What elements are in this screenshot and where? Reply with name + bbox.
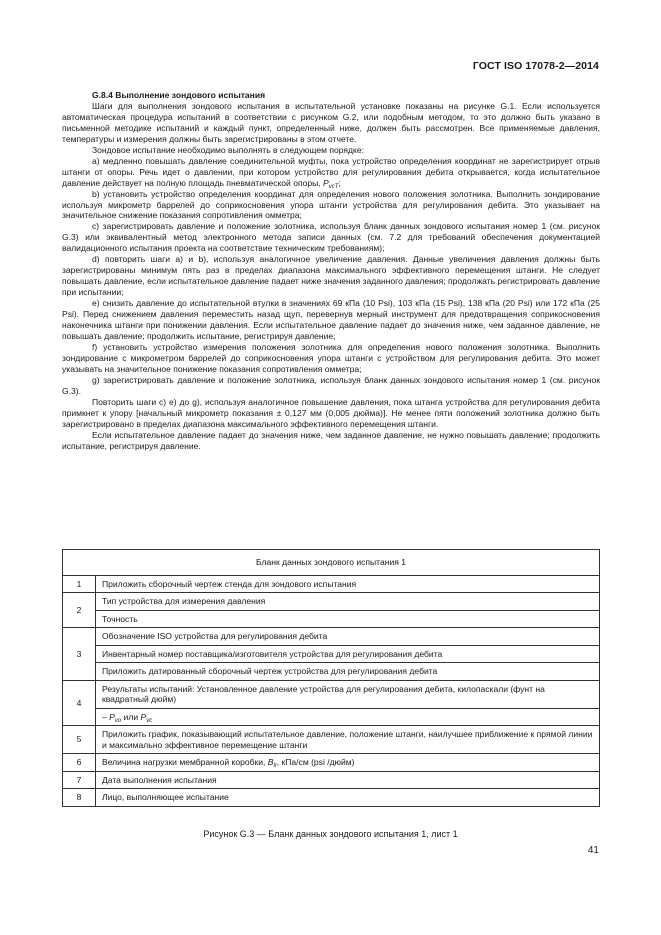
pressure-prefix: – [102, 711, 110, 722]
order-intro: Зондовое испытание необходимо выполнять в следующем порядке: [92, 144, 364, 155]
table-row [63, 754, 600, 772]
row-number: 8 [63, 789, 96, 807]
standard-header: ГОСТ ISO 17078-2—2014 [472, 60, 599, 72]
step-f: f) установить устройство измерения положения золотника для определения нового положения золотника. Выполнить зондирование с микрометром баррелей до соприкосновения упора штанги с устройством для регулирования дебита. Это может указывать на значительное понижение показания сопротивления омметра; [62, 341, 600, 374]
table-row [63, 708, 600, 726]
section-body [62, 90, 600, 451]
row-text: Результаты испытаний: Установленное давление устройства для регулирования дебита, килопаскали (фунт на квадратный дюйм) [96, 680, 600, 708]
step-a-text: а) медленно повышать давление соединительной муфты, пока устройство определения координат не зарегистрирует отрыв штанги от опоры. Речь идет о давлении, при котором устройство для регулирования дебита открывается, когда испытательное давление действует на полную площадь пневматической опоры, [62, 155, 600, 188]
form-title-row [63, 550, 600, 576]
row-text [96, 708, 600, 726]
row-number: 3 [63, 628, 96, 681]
table-row [63, 610, 600, 628]
row-number: 7 [63, 771, 96, 789]
row-text: Тип устройства для измерения давления [96, 593, 600, 611]
row-text: Точность [96, 610, 600, 628]
step-a-end: ; [338, 177, 341, 188]
step-a-symbol: P [322, 177, 329, 188]
row-number: 2 [63, 593, 96, 628]
row-text: Лицо, выполняющее испытание [96, 789, 600, 807]
step-a-subscript: vcT [328, 183, 339, 190]
row-text: Дата выполнения испытания [96, 771, 600, 789]
step-g: g) зарегистрировать давление и положение золотника, используя бланк данных зондового испытания номер 1 (см. рисунок G.3). [62, 374, 600, 396]
row-text: Приложить график, показывающий испытательное давление, положение штанги, наилучшее приближение к прямой линии и максимально эффективное перемещение штанги [96, 726, 600, 754]
table-row [63, 726, 600, 754]
table-row [63, 593, 600, 611]
row-number: 5 [63, 726, 96, 754]
table-row [63, 575, 600, 593]
figure-caption: Рисунок G.3 — Бланк данных зондового испытания 1, лист 1 [203, 829, 458, 839]
table-row [63, 680, 600, 708]
table-row [63, 628, 600, 646]
load-prefix: Величина нагрузки мембранной коробки, [102, 757, 268, 767]
load-suffix: , кПа/см (psi /дюйм) [276, 757, 355, 767]
row-number: 1 [63, 575, 96, 593]
row-text: Обозначение ISO устройства для регулирования дебита [96, 628, 600, 646]
section-title: G.8.4 Выполнение зондового испытания [92, 90, 266, 100]
table-row [63, 663, 600, 681]
table-row [63, 771, 600, 789]
row-text [96, 754, 600, 772]
pressure-symbol: P [109, 711, 115, 722]
pressure-subscript-vc: vc [146, 717, 153, 724]
step-e: е) снизить давление до испытательной втулки в значениях 69 кПа (10 Psi), 103 кПа (15 Psi), 138 кПа (20 Psi) или 172 кПа (25 Psi). Перед снижением давления переместить назад щуп, перевернув мерный инструмент для предотвращения соприкосновения наконечника штанги при понижении давления. Если испытательное давление падает до значения ниже, чем заданное давление, не повышать давление; продолжить испытание, регистрируя давление; [62, 298, 600, 341]
pressure-subscript-vo: vo [114, 717, 122, 724]
row-text: Приложить датированный сборочный чертеж устройства для регулирования дебита [96, 663, 600, 681]
final-paragraph: Если испытательное давление падает до значения ниже, чем заданное давление, не нужно повышать давление; продолжить испытание, регистрируя давление. [62, 429, 600, 451]
table-row [63, 789, 600, 807]
row-number: 4 [63, 680, 96, 726]
form-title: Бланк данных зондового испытания 1 [63, 550, 600, 576]
load-symbol: B [267, 757, 274, 767]
step-d: d) повторить шаги а) и b), используя аналогичное увеличение давления. Данные увеличения давления должны быть зарегистрированы минимум пять раз в пределах диапазона максимального эффективного перемещения штанги. Не следует повышать давление, если испытательное давление падает ниже значения заданного давления; продолжать регистрировать давление при испытании; [62, 254, 600, 298]
page-number: 41 [587, 845, 599, 856]
pressure-symbol: P [140, 711, 147, 722]
row-text: Инвентарный номер поставщика/изготовителя устройства для регулирования дебита [96, 645, 600, 663]
data-form-table [62, 549, 600, 807]
table-row [63, 645, 600, 663]
row-number: 6 [63, 754, 96, 772]
row-text: Приложить сборочный чертеж стенда для зондового испытания [96, 575, 600, 593]
intro-paragraph: Шаги для выполнения зондового испытания в испытательной установке показаны на рисунке G.1. Если используется автоматическая процедура испытаний в соответствии с рисунком G.2, или подобным методом, то это должно быть указано в письменной методике испытаний и каждый пункт, определенный ниже, должен быть рассмотрен. Все применяемые давления, температуры и измерения должны быть зарегистрированы в этом отчете. [62, 100, 600, 144]
step-c: с) зарегистрировать давление и положение золотника, используя бланк данных зондового испытания номер 1 (см. рисунок G.3) или эквивалентный метод электронного метода записи данных (см. 7.2 для требований обеспечения документацией валидационного испытания проекта на соответствие техническим требованиям); [62, 221, 600, 254]
pressure-or: или [121, 711, 141, 722]
step-b: b) установить устройство определения координат для определения нового положения золотника. Выполнить зондирование используя микрометр баррелей до соприкосновения упора штанги устройства для регулирования дебита. Это указывает на значительное снижение показания сопротивления омметра; [62, 188, 600, 221]
load-subscript: lr [273, 763, 277, 769]
step-a [62, 156, 600, 189]
repeat-paragraph: Повторить шаги с) е) до g), используя аналогичное повышение давления, пока штанга устройства для регулирования дебита примкнет к упору [начальный микрометр показания ± 0,127 мм (0,005 дюйма)]. Не менее пяти положений золотника должно быть зарегистрировано в пределах диапазона максимального эффективного перемещения штанги. [62, 396, 600, 429]
